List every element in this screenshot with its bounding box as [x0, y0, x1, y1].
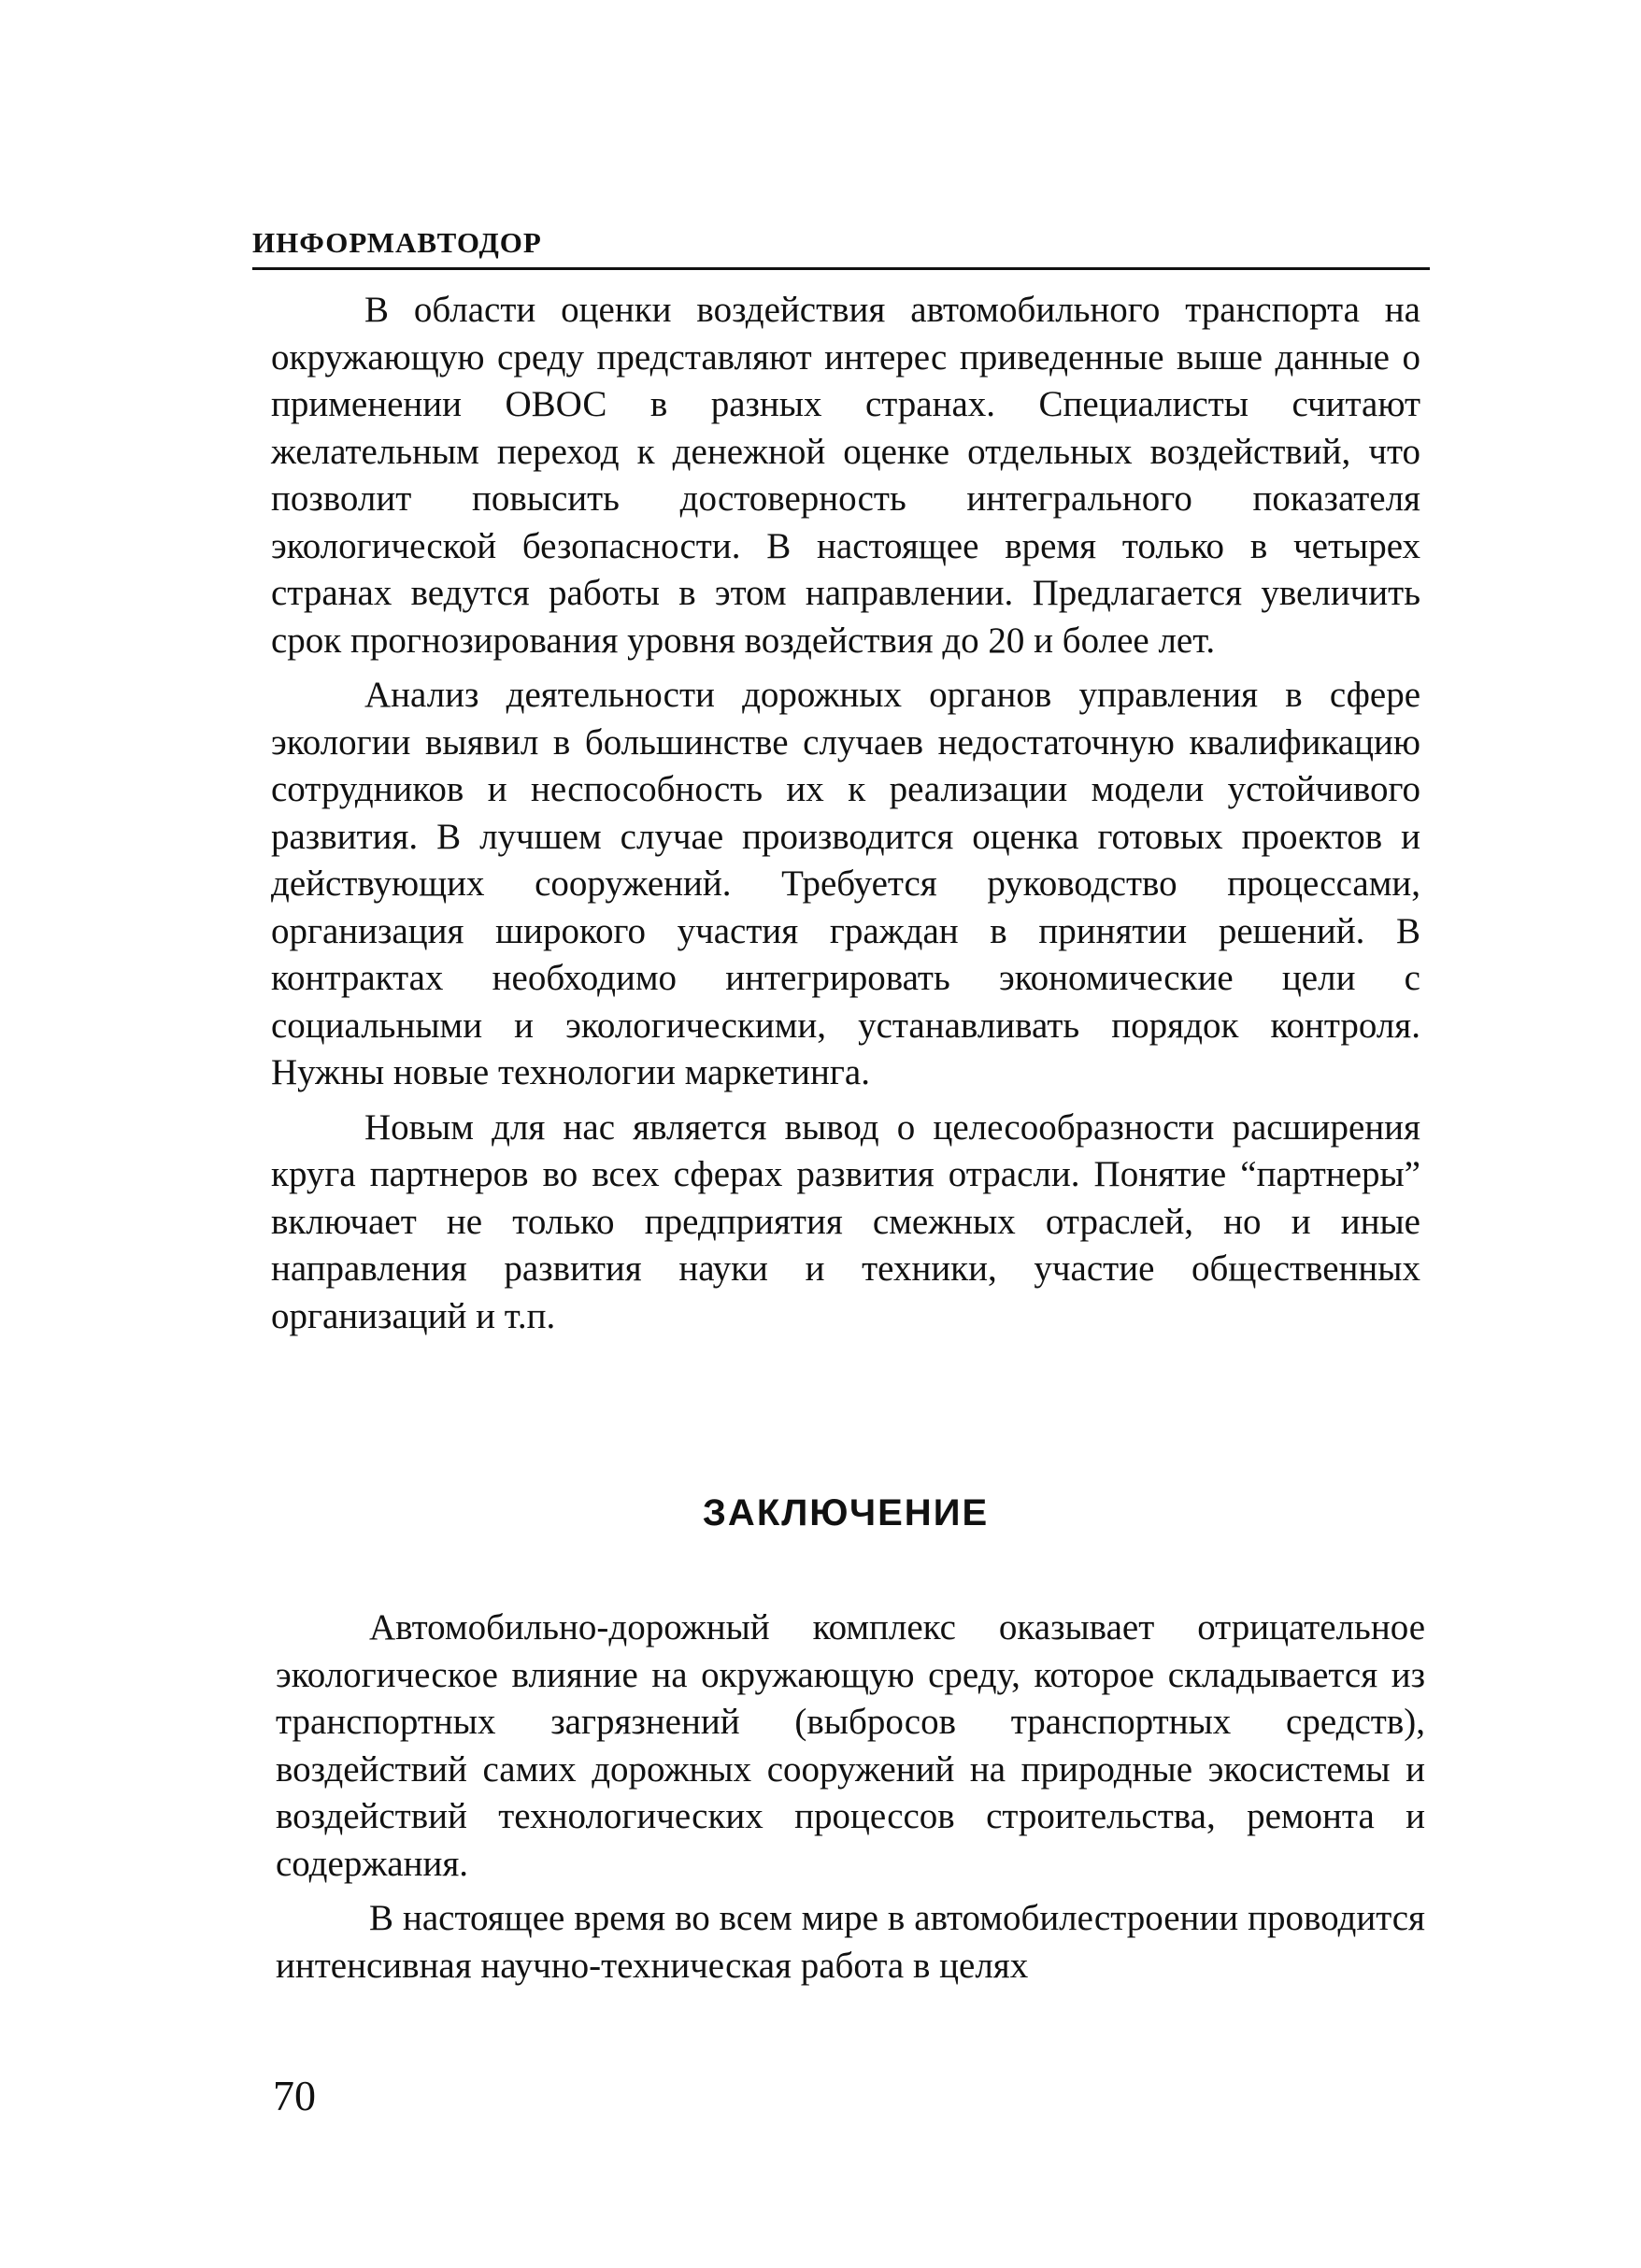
- paragraph: Автомобильно-дорожный комплекс оказывает отрицательное экологическое влияние на окружающую среду, которое складывается из транспортных загрязнений (выбросов транспортных средств), воздействий самих дорожных сооружений на природные экосистемы и воздействий технологических процессов строительства, ремонта и содержания.: [276, 1607, 1425, 1884]
- paragraph: В настоящее время во всем мире в автомобилестроении проводится интенсивная научно-техническая работа в целях: [276, 1898, 1425, 1986]
- paragraph: Анализ деятельности дорожных органов управления в сфере экологии выявил в большинстве случаев недостаточную квалификацию сотрудников и неспособность их к реализации модели устойчивого развития. В лучшем случае производится оценка готовых проектов и действующих сооружений. Требуется руководство процессами, организация широкого участия граждан в принятии решений. В контрактах необходимо интегрировать экономические цели с социальными и экологическими, устанавливать порядок контроля. Нужны новые технологии маркетинга.: [271, 675, 1420, 1092]
- running-header: [252, 224, 1430, 270]
- section-heading-conclusion: ЗАКЛЮЧЕНИЕ: [702, 1492, 990, 1533]
- body-section-one: [271, 287, 1420, 1340]
- page-number: 70: [273, 2072, 316, 2119]
- paragraph: В области оценки воздействия автомобильного транспорта на окружающую среду представляют интерес приведенные выше данные о применении ОВОС в разных странах. Специалисты считают желательным переход к денежной оценке отдельных воздействий, что позволит повысить достоверность интегрального показателя экологической безопасности. В настоящее время только в четырех странах ведутся работы в этом направлении. Предлагается увеличить срок прогнозирования уровня воздействия до 20 и более лет.: [271, 290, 1420, 661]
- body-section-conclusion: [276, 1605, 1425, 1990]
- paragraph: Новым для нас является вывод о целесообразности расширения круга партнеров во всех сферах развития отрасли. Понятие “партнеры” включает не только предприятия смежных отраслей, но и иные направления развития науки и техники, участие общественных организаций и т.п.: [271, 1106, 1420, 1336]
- running-header-title: ИНФОРМАВТОДОР: [252, 226, 542, 259]
